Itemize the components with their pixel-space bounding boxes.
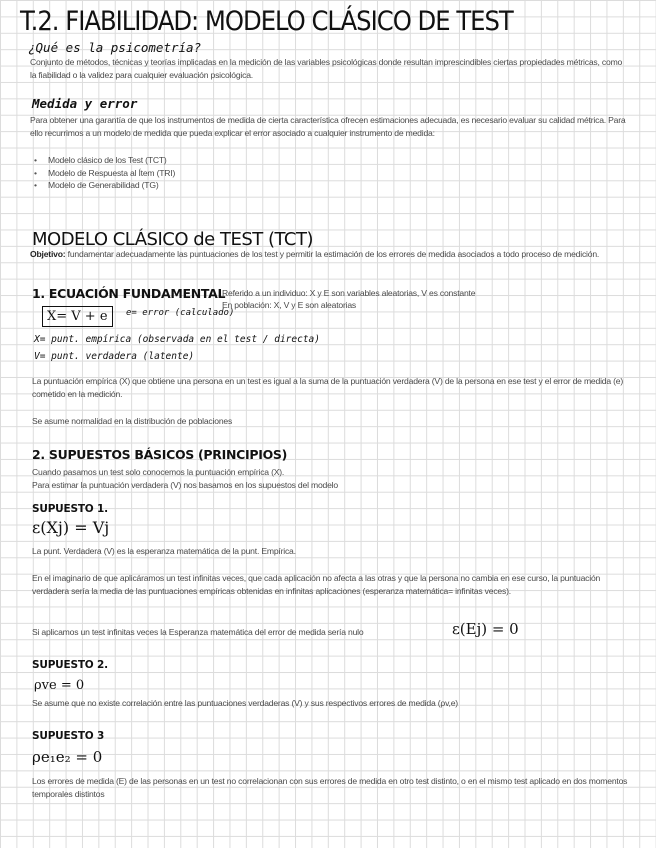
supuesto3-text: Los errores de medida (E) de las personas en un test no correlacionan con sus errores de medida en otro test distinto, o en el mismo test aplicado en dos momentos temporales distintos	[32, 776, 628, 799]
objetivo-label: Objetivo:	[30, 249, 66, 259]
supuesto1-heading: SUPUESTO 1.	[32, 503, 108, 515]
supuesto2-heading: SUPUESTO 2.	[32, 659, 108, 671]
list-item: • Modelo de Respuesta al Ítem (TRI)	[48, 167, 426, 180]
supuesto2-text: Se asume que no existe correlación entre las puntuaciones verdaderas (V) y sus respectivos errores de medida (ρv,e)	[32, 698, 458, 708]
ecuacion-note-poblacion: En población: X, V y E son aleatorias	[222, 300, 357, 310]
tct-heading: MODELO CLÁSICO de TEST (TCT)	[32, 229, 314, 250]
psicometria-text: Conjunto de métodos, técnicas y teorías implicadas en la medición de las variables psicológicas donde resultan imprescindibles ciertas propiedades métricas, como la fiabilidad o la validez para cualquier evaluación psicológica.	[30, 57, 623, 80]
medida-text: Para obtener una garantía de que los instrumentos de medida de cierta característica ofrecen estimaciones adecuada, es necesario evaluar su calidad métrica. Para ello recurrimos a un modelo de medida que pueda explicar el error asociado a cualquier instrumento de medida:	[30, 115, 626, 138]
list-item: • Modelo clásico de los Test (TCT)	[48, 154, 426, 167]
medida-heading: Medida y error	[32, 96, 138, 111]
v-definition: V= punt. verdadera (latente)	[34, 351, 195, 362]
ecuacion-heading: 1. ECUACIÓN FUNDAMENTAL	[32, 286, 226, 301]
model-list	[26, 154, 426, 192]
tct-objetivo	[30, 248, 630, 261]
supuesto1-text1: La punt. Verdadera (V) es la esperanza matemática de la punt. Empírica.	[32, 546, 296, 556]
ecuacion-note-individuo: Referido a un individuo: X y E son variables aleatorias, V es constante	[222, 288, 476, 298]
supuesto2-formula: ρve = 0	[34, 678, 85, 693]
normalidad-text: Se asume normalidad en la distribución de poblaciones	[32, 416, 233, 426]
supuesto1-formula2: ε(Ej) = 0	[452, 620, 519, 638]
objetivo-text: fundamentar adecuadamente las puntuaciones de los test y permitir la estimación de los errores de medida asociados a todo proceso de medición.	[65, 249, 600, 259]
supuesto1-text2: En el imaginario de que aplicáramos un test infinitas veces, que cada aplicación no afecta a las otras y que la persona no cambia en ese curso, la puntuación verdadera sería la media de las puntuaciones empíricas obtenidas en infinitas aplicaciones (esperanza matemática= infinitas veces).	[32, 573, 601, 596]
ecuacion-formula: X= V + e	[42, 306, 113, 327]
list-item: • Modelo de Generabilidad (TG)	[48, 179, 426, 192]
supuesto3-heading: SUPUESTO 3	[32, 730, 105, 742]
supuesto3-formula: ρe₁e₂ = 0	[32, 748, 103, 766]
supuestos-line2: Para estimar la puntuación verdadera (V) nos basamos en los supuestos del modelo	[32, 480, 338, 490]
psicometria-heading: ¿Qué es la psicometría?	[28, 40, 202, 55]
x-definition: X= punt. empírica (observada en el test / directa)	[34, 334, 320, 345]
ecuacion-text: La puntuación empírica (X) que obtiene una persona en un test es igual a la suma de la puntuación verdadera (V) de la persona en ese test y el error de medida (e) cometido en la medición.	[32, 376, 624, 399]
supuesto1-text3: Si aplicamos un test infinitas veces la Esperanza matemática del error de medida sería nulo	[32, 627, 364, 637]
supuestos-line1: Cuando pasamos un test solo conocemos la puntuación empírica (X).	[32, 467, 285, 477]
page-title: T.2. FIABILIDAD: MODELO CLÁSICO DE TEST	[20, 6, 513, 37]
supuestos-heading: 2. SUPUESTOS BÁSICOS (PRINCIPIOS)	[32, 447, 288, 462]
supuesto1-formula: ε(Xj) = Vj	[32, 518, 110, 537]
e-definition: e= error (calculado)	[126, 308, 235, 318]
